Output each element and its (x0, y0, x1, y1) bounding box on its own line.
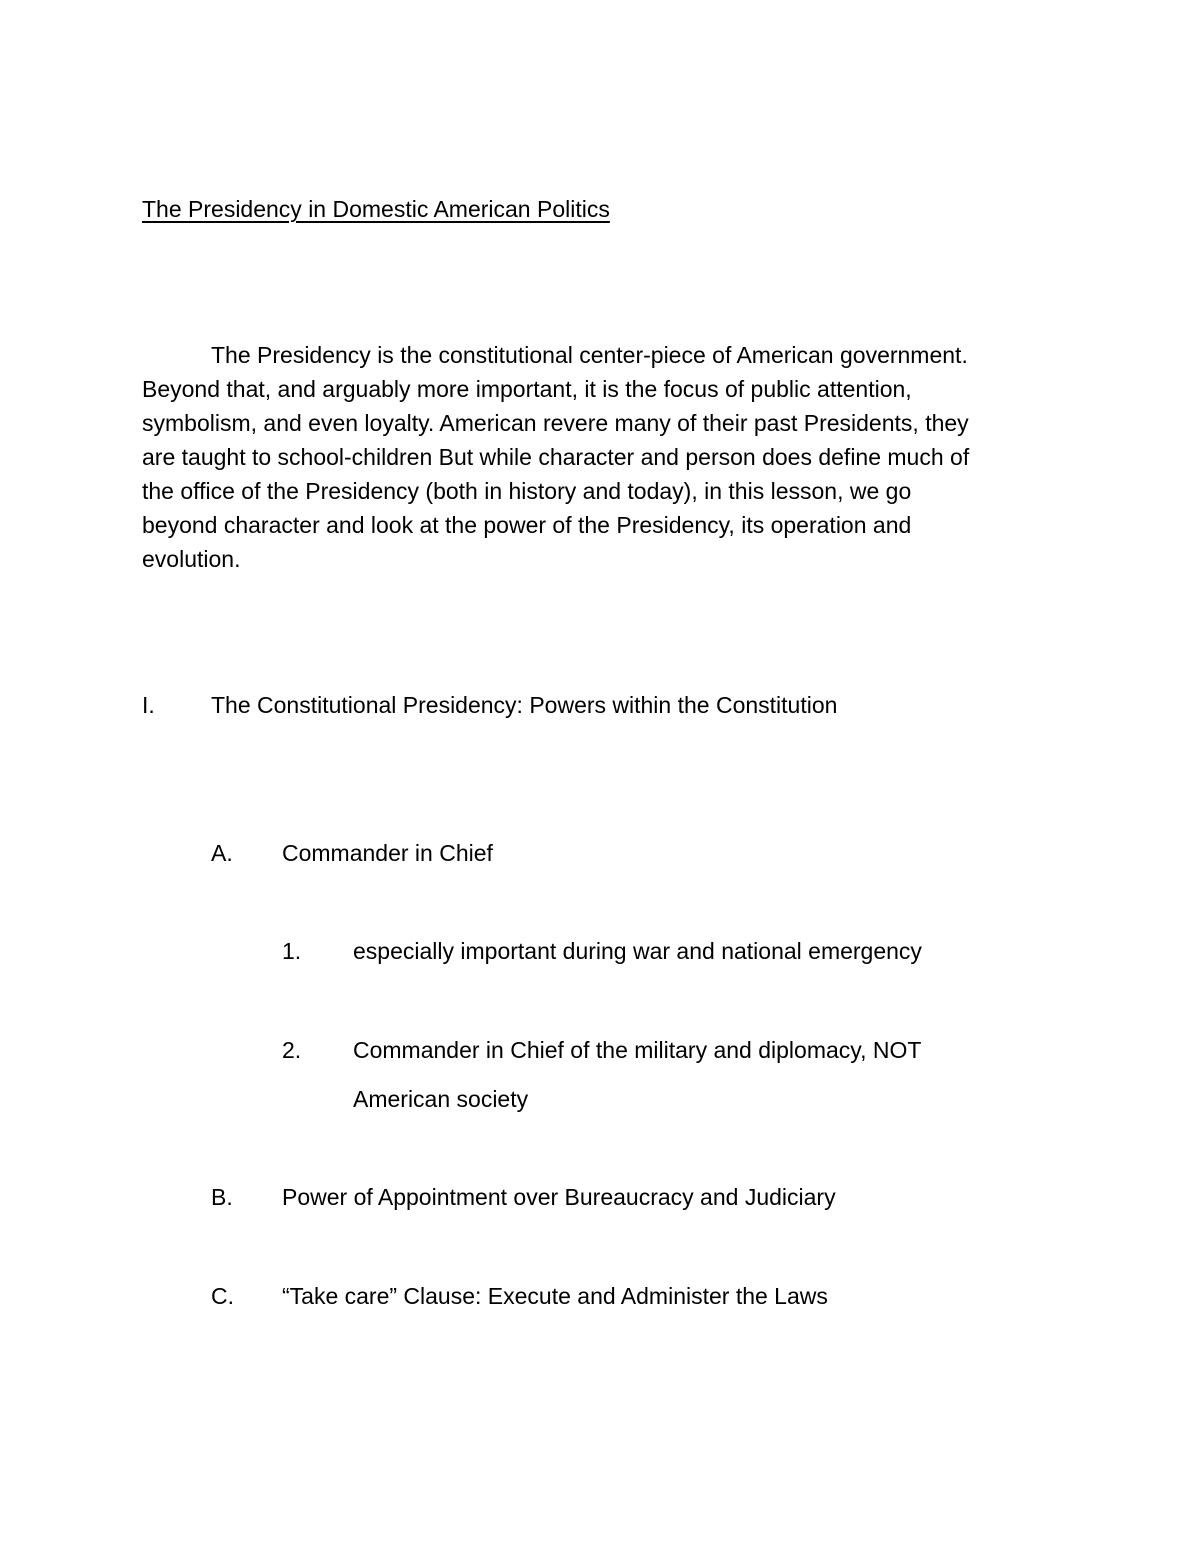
item-a2-text-line2: American society (353, 1086, 529, 1112)
item-a-marker: A. (211, 840, 233, 866)
intro-line: Beyond that, and arguably more important, it is the focus of public attention, (142, 376, 912, 402)
item-a2-text-line1: Commander in Chief of the military and diplomacy, NOT (353, 1037, 922, 1063)
item-a1-marker: 1. (282, 938, 302, 964)
section-i-marker: I. (142, 692, 155, 718)
item-b-marker: B. (211, 1184, 233, 1210)
intro-line: the office of the Presidency (both in history and today), in this lesson, we go (142, 478, 912, 504)
intro-line: The Presidency is the constitutional center-piece of American government. (211, 342, 968, 368)
intro-line: beyond character and look at the power of the Presidency, its operation and (142, 512, 912, 538)
item-c-marker: C. (211, 1283, 234, 1309)
item-a-text: Commander in Chief (282, 840, 493, 866)
intro-line: are taught to school-children But while character and person does define much of (142, 444, 970, 470)
intro-paragraph (142, 338, 1072, 576)
item-a2-marker: 2. (282, 1037, 302, 1063)
item-b-text: Power of Appointment over Bureaucracy and Judiciary (282, 1184, 836, 1210)
document-title: The Presidency in Domestic American Politics (142, 196, 610, 222)
item-c-text: “Take care” Clause: Execute and Administer the Laws (282, 1283, 828, 1309)
section-i-heading: The Constitutional Presidency: Powers within the Constitution (211, 692, 838, 718)
item-a1-text: especially important during war and national emergency (353, 938, 922, 964)
intro-line: evolution. (142, 546, 241, 572)
intro-line: symbolism, and even loyalty. American revere many of their past Presidents, they (142, 410, 969, 436)
